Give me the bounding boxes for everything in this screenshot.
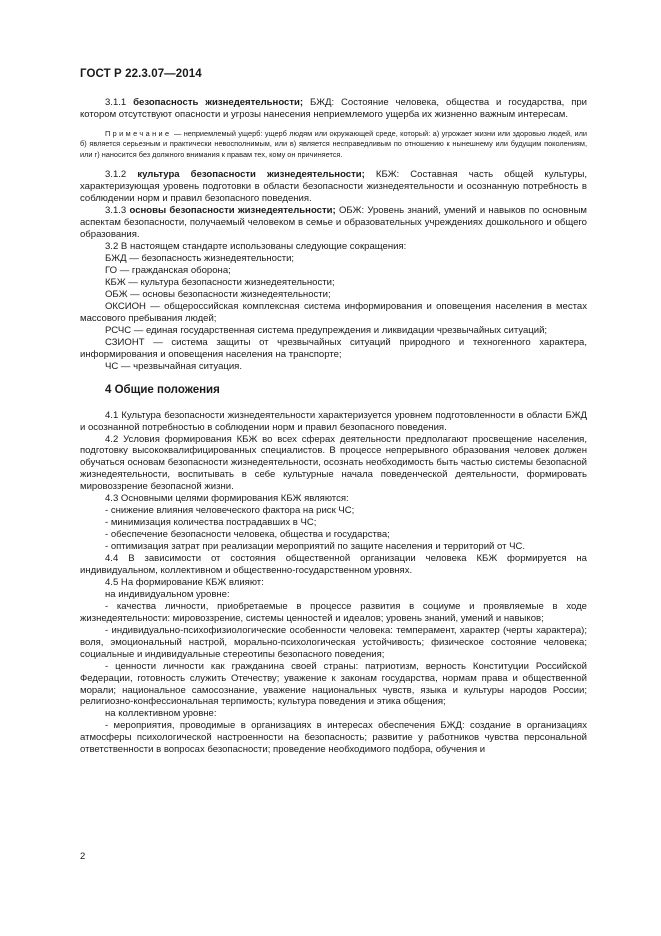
paragraph: 4.1 Культура безопасности жизнедеятельности характеризуется уровнем подготовленности в области БЖД и осознанной потребностью в соблюдении норм и правил безопасного поведения. [80, 409, 587, 433]
list-item: - обеспечение безопасности человека, общества и государства; [105, 529, 390, 541]
abbreviation-item: ОКСИОН — общероссийская комплексная система информирования и оповещения населения в местах массового пребывания людей; [80, 300, 587, 324]
definition-text: БЖД: Состояние человека, общества и государства, при котором отсутствуют опасности и угрозы нанесения неприемлемого ущерба их жизненно важным интересам. [80, 97, 588, 120]
term: безопасность жизнедеятельности; [133, 97, 304, 108]
abbreviation-item: СЗИОНТ — система защиты от чрезвычайных ситуаций природного и техногенного характера, информирования и оповещения населения на транспорте; [80, 336, 587, 360]
paragraph: на коллективном уровне: [105, 708, 217, 720]
list-item: - мероприятия, проводимые в организациях в интересах обеспечения БЖД: создание в организациях атмосферы психологической настроенности на безопасность; развитие у работников чувства персональной ответственности в вопросах безопасности; проведение необходимого подбора, обучения и [80, 720, 587, 756]
section-heading: 4 Общие положения [105, 383, 220, 396]
clause-number: 3.1.2 [105, 169, 127, 181]
definition-3-1-3 [80, 205, 587, 241]
list-item: - минимизация количества пострадавших в ЧС; [105, 517, 317, 529]
term: основы безопасности жизнедеятельности; [129, 205, 336, 217]
definition-3-1-2 [80, 169, 587, 205]
note-label: Примечание [105, 128, 172, 138]
definition-text: ОБЖ: Уровень знаний, умений и навыков по основным аспектам безопасности, получаемый человеком в семье и образовательных учреждениях дошкольного и общего образования. [80, 205, 587, 241]
list-item: - ценности личности как гражданина своей страны: патриотизм, верность Конституции Российской Федерации, готовность служить Отечеству; уважение к законам государства, нормам права и общественной морали; национальное самосознание, уважение национальных чувств, языка и культуры народов России; религиозно-конфессиональная терпимость; культура поведения и этика общения; [80, 660, 587, 708]
abbreviation-item: БЖД — безопасность жизнедеятельности; [105, 253, 295, 265]
paragraph: 4.4 В зависимости от состояния общественной организации человека КБЖ формируется на индивидуальном, коллективном и общественно-государственном уровнях. [80, 553, 587, 576]
paragraph: на индивидуальном уровне: [105, 588, 230, 600]
list-item: - качества личности, приобретаемые в процессе развития в социуме и проявляемые в ходе жизнедеятельности: мировоззрение, системы ценностей и идеалов; уровень знаний, умений и навыков; [80, 600, 587, 624]
term: культура безопасности жизнедеятельности; [137, 169, 365, 181]
clause-number: 3.1.3 [105, 205, 127, 217]
abbreviation-item: КБЖ — культура безопасности жизнедеятельности; [105, 276, 335, 288]
definition-text: КБЖ: Составная часть общей культуры, характеризующая уровень подготовки в области безопасности жизнедеятельности и осознанную потребность в соблюдении норм и правил безопасного поведения. [80, 169, 588, 205]
note [80, 129, 587, 161]
definition-3-1-1 [80, 97, 587, 121]
clause-number: 3.1.1 [105, 97, 127, 108]
abbreviations-intro: 3.2 В настоящем стандарте использованы следующие сокращения: [105, 241, 407, 253]
abbreviation-item: ОБЖ — основы безопасности жизнедеятельности; [105, 288, 331, 300]
note-text: — неприемлемый ущерб: ущерб людям или окружающей среде, который: а) угрожает жизни или здоровью людей, или б) является серьезным и практически невосполнимым, или в) является несправедливым по отношению к нынешнему или будущим поколениям, или г) наносится без должного внимания к правам тех, кому он причиняется. [80, 128, 587, 159]
paragraph: 4.5 На формирование КБЖ влияют: [105, 576, 264, 588]
abbreviation-item: ГО — гражданская оборона; [105, 265, 231, 277]
list-item: - индивидуально-психофизиологические особенности человека: темперамент, характер (черты характера); воля, эмоциональный настрой, морально-психологическая устойчивость; физическое состояние человека; социальные и индивидуальные стереотипы безопасного поведения; [80, 624, 587, 660]
page-number: 2 [80, 851, 86, 862]
abbreviation-item: ЧС — чрезвычайная ситуация. [105, 360, 243, 372]
abbreviation-item: РСЧС — единая государственная система предупреждения и ликвидации чрезвычайных ситуаций; [105, 324, 548, 336]
paragraph: 4.3 Основными целями формирования КБЖ являются: [105, 493, 349, 505]
list-item: - оптимизация затрат при реализации мероприятий по защите населения и территорий от ЧС. [105, 541, 526, 553]
list-item: - снижение влияния человеческого фактора на риск ЧС; [105, 505, 355, 517]
document-body [80, 97, 587, 756]
document-header: ГОСТ Р 22.3.07—2014 [80, 68, 202, 80]
paragraph: 4.2 Условия формирования КБЖ во всех сферах деятельности предполагают просвещение населения, подготовку высококвалифицированных специалистов. В процессе непрерывного образования человек должен обучаться основам безопасности жизнедеятельности, осознать необходимость быть частью системы безопасной жизнедеятельности, воспитывать в себе культурные начала поведенческой деятельности, формировать мировоззрение безопасной жизни. [80, 433, 587, 493]
